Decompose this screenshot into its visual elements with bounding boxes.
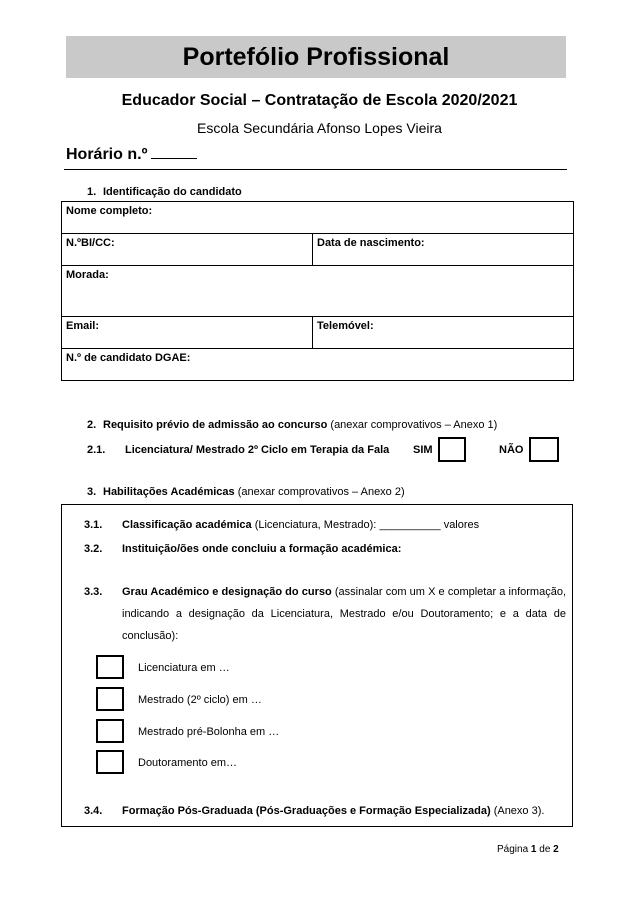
footer-page: 1 — [530, 844, 537, 855]
section3-note: (anexar comprovativos – Anexo 2) — [237, 486, 405, 498]
field-bi-label: N.ºBI/CC: — [66, 237, 115, 249]
item-3-1-text: (Licenciatura, Mestrado): — [254, 519, 377, 531]
checkbox-mestrado[interactable] — [96, 687, 124, 711]
field-email-label: Email: — [66, 320, 100, 332]
item-3-2-number: 3.2. — [84, 543, 103, 555]
school-name: Escola Secundária Afonso Lopes Vieira — [197, 120, 442, 136]
sim-checkbox[interactable] — [438, 437, 466, 462]
horario-blank[interactable] — [151, 144, 197, 159]
option-mestrado: Mestrado (2º ciclo) em … — [138, 694, 262, 706]
item-3-1-number: 3.1. — [84, 519, 103, 531]
item-3-3-number: 3.3. — [84, 586, 103, 598]
field-morada-label: Morada: — [66, 269, 109, 281]
footer-prefix: Página — [497, 844, 529, 855]
item-3-4-text: Formação Pós-Graduada (Pós-Graduações e Formação Especializada) — [122, 805, 491, 817]
section3-number: 3. — [87, 486, 97, 498]
section3-title: Habilitações Académicas — [103, 486, 235, 498]
item-3-4-note: (Anexo 3). — [493, 805, 545, 817]
checkbox-doutoramento[interactable] — [96, 750, 124, 774]
item-3-2-text: Instituição/ões onde concluiu a formação académica: — [122, 543, 402, 555]
horario-label: Horário n.º — [66, 146, 148, 163]
nao-label: NÃO — [499, 444, 524, 456]
option-mestrado-pre-bolonha: Mestrado pré-Bolonha em … — [138, 726, 280, 738]
item-2-1-text: Licenciatura/ Mestrado 2º Ciclo em Terapia da Fala — [125, 444, 390, 456]
field-nome-completo[interactable] — [62, 202, 574, 234]
field-nome-label: Nome completo: — [66, 205, 153, 217]
section1-title: Identificação do candidato — [103, 186, 242, 198]
footer-total: 2 — [553, 844, 559, 855]
sim-label: SIM — [413, 444, 433, 456]
item-3-4-number: 3.4. — [84, 805, 103, 817]
section2-note: (anexar comprovativos – Anexo 1) — [330, 419, 498, 431]
item-3-3-bold: Grau Académico e designação do curso — [122, 586, 332, 598]
footer-of: de — [539, 844, 551, 855]
item-3-3-text: (assinalar com um X e completar a informação, indicando a designação da Licenciatura, Mestrado e/ou Doutoramento; e a data de conclusão): — [122, 586, 567, 642]
field-telemovel-label: Telemóvel: — [317, 320, 374, 332]
section1-number: 1. — [87, 186, 97, 198]
field-bi-cc[interactable] — [62, 234, 313, 266]
field-nascimento-label: Data de nascimento: — [317, 237, 425, 249]
horario-field — [66, 144, 197, 164]
section2-number: 2. — [87, 419, 97, 431]
item-2-1 — [87, 437, 567, 463]
classificacao-blank[interactable]: __________ — [379, 519, 441, 531]
item-2-1-number: 2.1. — [87, 444, 106, 456]
identification-table — [61, 201, 574, 381]
document-title: Portefólio Profissional — [66, 36, 566, 78]
document-subtitle: Educador Social – Contratação de Escola 2020/2021 — [121, 92, 518, 109]
nao-checkbox[interactable] — [529, 437, 559, 462]
field-candidato-dgae[interactable] — [62, 349, 574, 381]
option-licenciatura: Licenciatura em … — [138, 662, 230, 674]
checkbox-licenciatura[interactable] — [96, 655, 124, 679]
field-email[interactable] — [62, 317, 313, 349]
section2-title: Requisito prévio de admissão ao concurso — [103, 419, 328, 431]
item-3-1-bold: Classificação académica — [122, 519, 252, 531]
item-3-3 — [84, 584, 566, 654]
section2-heading — [87, 419, 497, 431]
page-footer — [497, 844, 559, 855]
option-doutoramento: Doutoramento em… — [138, 757, 238, 769]
item-3-1-suffix: valores — [443, 519, 480, 531]
header-divider — [64, 169, 567, 170]
field-data-nascimento[interactable] — [313, 234, 574, 266]
checkbox-mestrado-pre-bolonha[interactable] — [96, 719, 124, 743]
section1-heading — [87, 186, 242, 198]
section3-heading — [87, 486, 405, 498]
field-dgae-label: N.º de candidato DGAE: — [66, 352, 191, 364]
field-telemovel[interactable] — [313, 317, 574, 349]
field-morada[interactable] — [62, 266, 574, 317]
